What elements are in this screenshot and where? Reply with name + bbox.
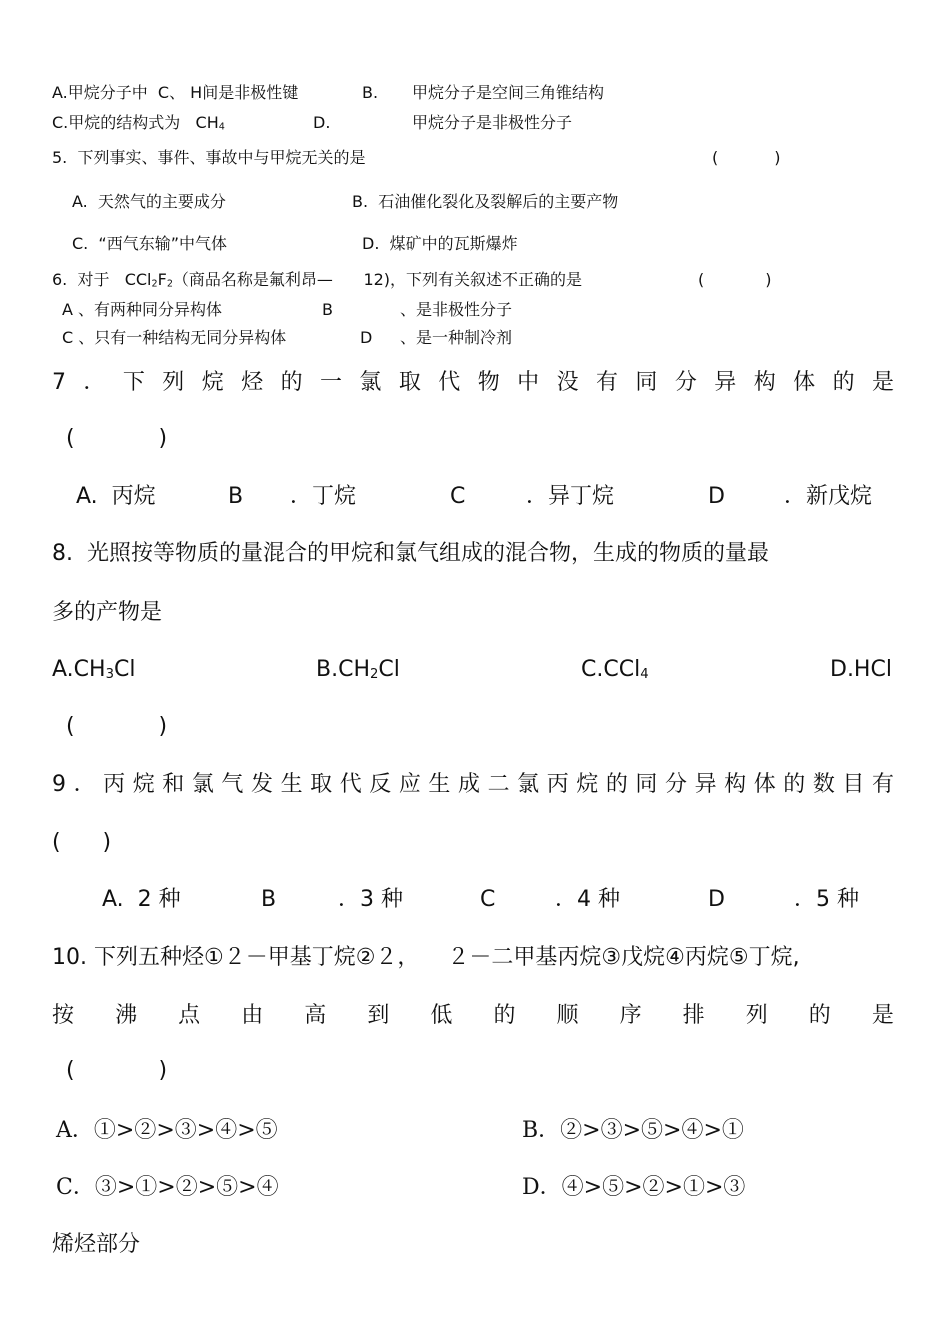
q5-option-b: B. 石油催化裂化及裂解后的主要产物: [352, 192, 619, 211]
q6-option-c: C 、只有一种结构无同分异构体: [62, 328, 287, 347]
q5-option-c: C. “西气东输”中气体: [72, 234, 228, 253]
q8-stem-line2: 多的产物是: [52, 600, 163, 625]
q7-answer-paren: ( ): [66, 426, 168, 451]
q8-option-a: [52, 659, 135, 681]
q4-option-d-text: 甲烷分子是非极性分子: [412, 113, 573, 132]
q9-option-c-text: ．4 种: [555, 887, 620, 912]
q10-stem-line2-char: 排: [682, 1003, 705, 1028]
q10-stem-line2-char: 沸: [115, 1003, 138, 1028]
q5-option-a: A. 天然气的主要成分: [72, 192, 226, 211]
q10-stem-line1: 10. 下列五种烃①２－甲基丁烷②２， ２－二甲基丙烷③戊烷④丙烷⑤丁烷,: [52, 945, 800, 970]
q7-option-b-letter: B: [228, 484, 244, 509]
q8-option-c-pre: C.CCl: [581, 657, 641, 682]
q9-option-b-letter: B: [261, 887, 277, 912]
q9-option-c-letter: C: [480, 887, 496, 912]
q10-option-a: A．①>②>③>④>⑤: [56, 1118, 278, 1143]
q10-stem-line2-char: 的: [493, 1003, 516, 1028]
q6-option-a: A 、有两种同分异构体: [62, 300, 223, 319]
q10-stem-line2-char: 按: [52, 1003, 75, 1028]
q5-option-d: D. 煤矿中的瓦斯爆炸: [362, 234, 518, 253]
q9-answer-paren: ( ): [52, 830, 112, 855]
q8-stem-line1: 8. 光照按等物质的量混合的甲烷和氯气组成的混合物，生成的物质的量最: [52, 541, 769, 566]
q10-stem-line2-char: 序: [619, 1003, 642, 1028]
q10-stem-line2-char: 顺: [556, 1003, 579, 1028]
q7-option-d-text: ．新戊烷: [784, 484, 873, 509]
q9-stem: 9．丙烷和氯气发生取代反应生成二氯丙烷的同分异构体的数目有: [52, 772, 894, 797]
q8-option-a-subscript: 3: [105, 666, 114, 682]
q7-option-b-text: ．丁烷: [290, 484, 357, 509]
q10-stem-line2-char: 点: [178, 1003, 201, 1028]
q6-answer-paren: ( ): [698, 270, 772, 289]
q10-stem-line2-char: 低: [430, 1003, 453, 1028]
q8-answer-paren: ( ): [66, 714, 168, 739]
q6-option-b-letter: B: [322, 300, 333, 319]
q7-option-c-letter: C: [450, 484, 466, 509]
q6-option-b-text: 、是非极性分子: [400, 300, 513, 319]
q9-option-b-text: ．3 种: [338, 887, 403, 912]
q10-option-b: B．②>③>⑤>④>①: [522, 1118, 744, 1143]
q4-option-b-letter: B.: [362, 83, 379, 102]
q7-option-a: A. 丙烷: [76, 484, 156, 509]
q7-stem: 7．下列烷烃的一氯取代物中没有同分异构体的是: [52, 370, 894, 395]
q4-option-d-letter: D.: [313, 113, 331, 132]
q6-stem: [52, 272, 582, 289]
q6-stem-post: （商品名称是氟利昂— 12)，下列有关叙述不正确的是: [172, 270, 583, 289]
q10-stem-line2-char: 高: [304, 1003, 327, 1028]
q6-stem-mid: F: [157, 270, 167, 289]
q4-option-c-text: C.甲烷的结构式为 CH: [52, 113, 219, 132]
q5-answer-paren: ( ): [712, 148, 781, 167]
q10-answer-paren: ( ): [66, 1058, 168, 1083]
q8-option-b-post: Cl: [378, 657, 400, 682]
q10-stem-line2-char: 由: [241, 1003, 264, 1028]
q7-option-d-letter: D: [708, 484, 725, 509]
q4-option-b-text: 甲烷分子是空间三角锥结构: [412, 83, 605, 102]
q8-option-a-post: Cl: [113, 657, 136, 682]
q9-option-a: A. 2 种: [102, 887, 181, 912]
q8-option-b-subscript: 2: [370, 666, 379, 682]
q8-option-d: D.HCl: [830, 657, 892, 682]
q10-stem-line2-char: 的: [808, 1003, 831, 1028]
q9-option-d-letter: D: [708, 887, 725, 912]
q10-option-c: C．③>①>②>⑤>④: [56, 1175, 279, 1200]
q4-option-c-subscript: 4: [218, 121, 225, 133]
q10-stem-line2-char: 列: [745, 1003, 768, 1028]
q8-option-a-pre: A.CH: [52, 657, 106, 682]
q8-option-b-pre: B.CH: [316, 657, 370, 682]
q10-option-d: D．④>⑤>②>①>③: [522, 1175, 746, 1200]
q6-option-d-letter: D: [360, 328, 373, 347]
q10-stem-line2-char: 到: [367, 1003, 390, 1028]
section-title: 烯烃部分: [52, 1232, 141, 1257]
q6-stem-pre: 6. 对于 CCl: [52, 270, 152, 289]
q8-option-b: [316, 659, 400, 681]
q9-option-d-text: ．5 种: [794, 887, 859, 912]
q8-option-c-subscript: 4: [640, 666, 649, 682]
q7-option-c-text: ．异丁烷: [526, 484, 615, 509]
q6-stem-subscript-2: 2: [166, 278, 173, 290]
q6-option-d-text: 、是一种制冷剂: [400, 328, 513, 347]
q10-stem-line2-char: 是: [871, 1003, 894, 1028]
q8-option-c: [581, 659, 649, 681]
q5-stem: 5. 下列事实、事件、事故中与甲烷无关的是: [52, 148, 366, 167]
q10-stem-line2: [52, 1005, 894, 1027]
q4-option-c: [52, 115, 225, 132]
q6-stem-subscript-1: 2: [151, 278, 158, 290]
q4-option-a: A.甲烷分子中 C、 H间是非极性键: [52, 83, 299, 102]
